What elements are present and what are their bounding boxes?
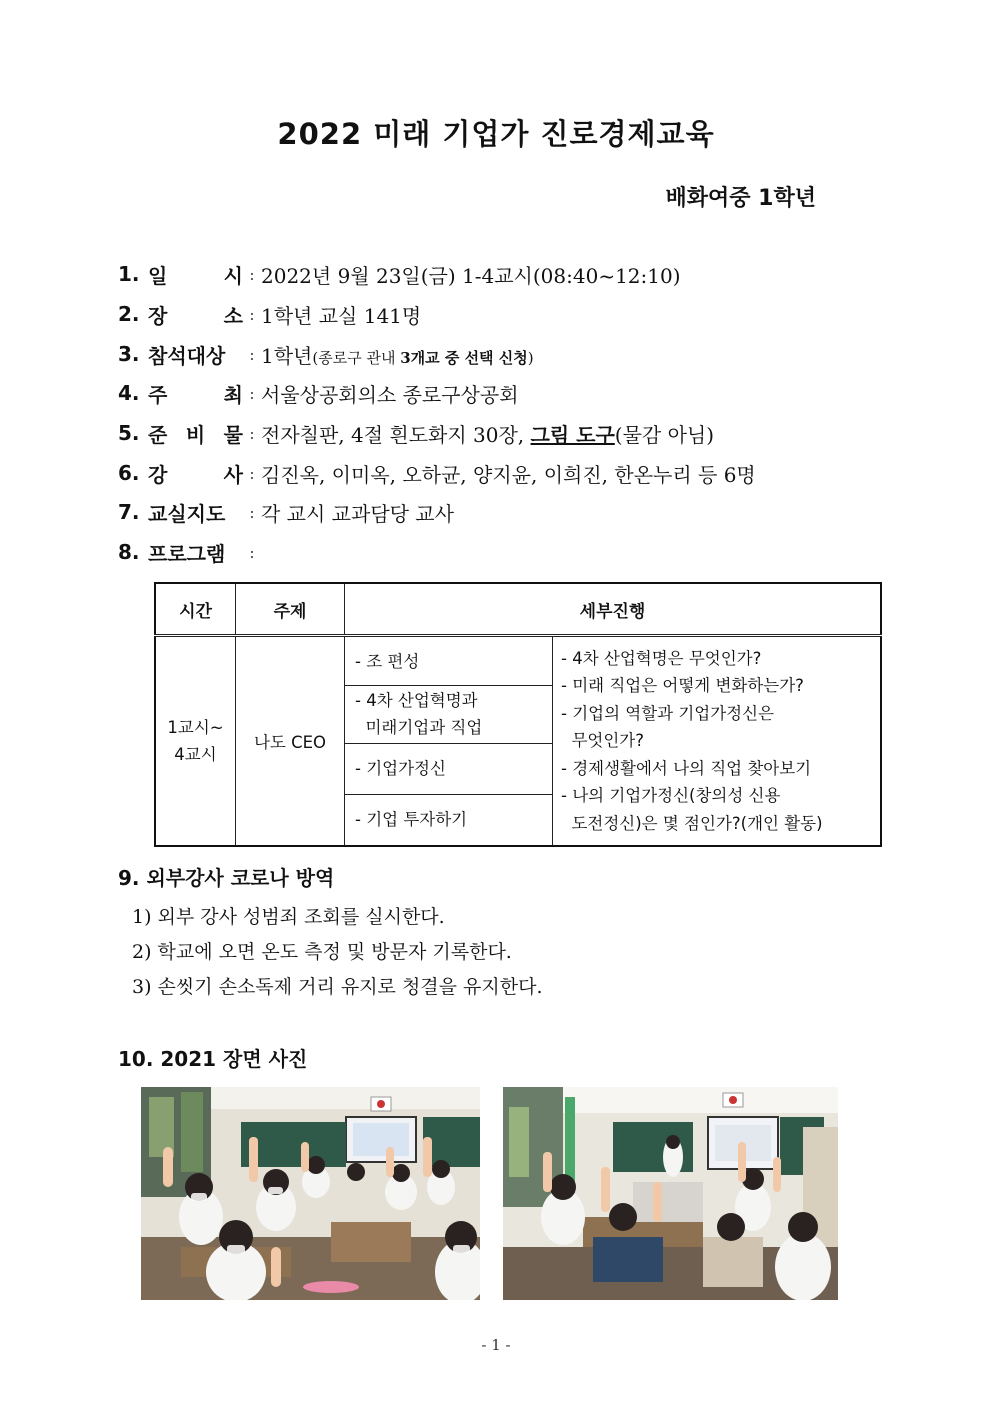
detail-line: - 나의 기업가정신(창의성 신용 [561, 786, 781, 806]
label-char: 교실지도 [148, 501, 226, 526]
label-char: 시 [223, 263, 243, 288]
item-label [148, 498, 243, 527]
label-char: 강 [148, 462, 168, 487]
item-label [148, 419, 243, 448]
note-prefix: (종로구 관내 [312, 348, 401, 367]
item-supplies [118, 418, 714, 448]
header-details: 세부진행 [345, 583, 882, 636]
cell-topic: 나도 CEO [236, 636, 345, 846]
colon: : [249, 383, 255, 403]
colon: : [249, 344, 255, 364]
item-value [261, 340, 534, 369]
colon: : [249, 304, 255, 324]
item-number: 1. [118, 262, 140, 286]
program-table [154, 582, 882, 847]
label-char: 장 [148, 303, 168, 328]
item-number: 3. [118, 342, 140, 366]
table-header-row [155, 583, 881, 636]
note-suffix: ) [527, 348, 534, 367]
cell-sub-item [345, 686, 553, 743]
label-char: 주 [148, 382, 168, 407]
sub-item-line: 미래기업과 직업 [355, 718, 483, 738]
table-row [155, 636, 881, 686]
item-value: 김진옥, 이미옥, 오하균, 양지윤, 이희진, 한온누리 등 6명 [261, 462, 756, 487]
value-suffix: (물감 아님) [614, 422, 715, 447]
colon: : [249, 502, 255, 522]
item-value: 2022년 9월 23일(금) 1-4교시(08:40~12:10) [261, 263, 681, 288]
rule-item: 3) 손씻기 손소독제 거리 유지로 청결을 유지한다. [132, 976, 543, 998]
cell-sub-item [345, 794, 553, 846]
school-grade: 배화여중 1학년 [665, 186, 816, 211]
document-title: 2022 미래 기업가 진로경제교육 [277, 117, 715, 151]
sub-item-line: - 조 편성 [355, 651, 420, 671]
label-char: 사 [223, 462, 243, 487]
detail-line: 무엇인가? [561, 731, 645, 751]
item-number: 4. [118, 381, 140, 405]
colon: : [249, 264, 255, 284]
label-char: 최 [223, 382, 243, 407]
item-label [148, 459, 243, 488]
item-place [118, 299, 421, 329]
item-label [148, 260, 243, 289]
item-label [148, 340, 243, 369]
detail-line: 도전정신)은 몇 점인가?(개인 활동) [561, 813, 823, 833]
item-number: 2. [118, 302, 140, 326]
label-char: 프로그램 [148, 541, 226, 566]
item-number: 6. [118, 461, 140, 485]
item-value: 1학년 교실 141명 [261, 303, 422, 328]
value-note [312, 349, 533, 367]
colon: : [249, 463, 255, 483]
label-char: 소 [223, 303, 243, 328]
item-instructors [118, 458, 756, 488]
classroom-photo-2 [503, 1087, 838, 1300]
classroom-photo-1 [141, 1087, 480, 1300]
item-date [118, 259, 681, 289]
detail-line: - 미래 직업은 어떻게 변화하는가? [561, 676, 804, 696]
sub-item-line: - 기업가정신 [355, 759, 446, 779]
item-value: 각 교시 교과담당 교사 [261, 501, 454, 526]
item-program [118, 537, 261, 567]
cell-sub-item [345, 743, 553, 794]
page-number: - 1 - [481, 1336, 511, 1354]
value-underlined: 그림 도구 [530, 422, 615, 447]
cell-sub-item [345, 636, 553, 686]
label-char: 준 [148, 422, 168, 447]
item-label [148, 538, 243, 567]
item-value: 서울상공회의소 종로구상공회 [261, 382, 519, 407]
detail-line: - 4차 산업혁명은 무엇인가? [561, 648, 762, 668]
cell-details [553, 636, 882, 846]
note-bold: 3개교 중 선택 신청 [400, 348, 528, 367]
sub-item-line: - 기업 투자하기 [355, 810, 468, 830]
header-time: 시간 [155, 583, 236, 636]
item-supervision [118, 497, 454, 527]
item-host [118, 378, 519, 408]
detail-line: - 기업의 역할과 기업가정신은 [561, 703, 774, 723]
value-main: 전자칠판, 4절 흰도화지 30장, [261, 422, 531, 447]
colon: : [249, 423, 255, 443]
item-label [148, 300, 243, 329]
time-line: 1교시~ [167, 718, 224, 738]
item-participants [118, 339, 534, 369]
section-heading: 9. 외부강사 코로나 방역 [118, 866, 335, 890]
cell-time [155, 636, 236, 846]
label-char: 일 [148, 263, 168, 288]
header-topic: 주제 [236, 583, 345, 636]
section-heading: 10. 2021 장면 사진 [118, 1047, 308, 1071]
item-number: 5. [118, 421, 140, 445]
colon: : [249, 542, 255, 562]
sub-item-line: - 4차 산업혁명과 [355, 691, 478, 711]
detail-line: - 경제생활에서 나의 직업 찾아보기 [561, 758, 812, 778]
item-value [261, 419, 714, 448]
item-number: 7. [118, 500, 140, 524]
value-main: 1학년 [261, 343, 313, 368]
label-char: 참석대상 [148, 343, 226, 368]
rule-item: 2) 학교에 오면 온도 측정 및 방문자 기록한다. [132, 941, 512, 963]
label-char: 비 [185, 422, 206, 447]
rule-item: 1) 외부 강사 성범죄 조회를 실시한다. [132, 906, 445, 928]
item-label [148, 379, 243, 408]
time-line: 4교시 [174, 745, 217, 765]
label-char: 물 [223, 422, 243, 447]
item-number: 8. [118, 540, 140, 564]
